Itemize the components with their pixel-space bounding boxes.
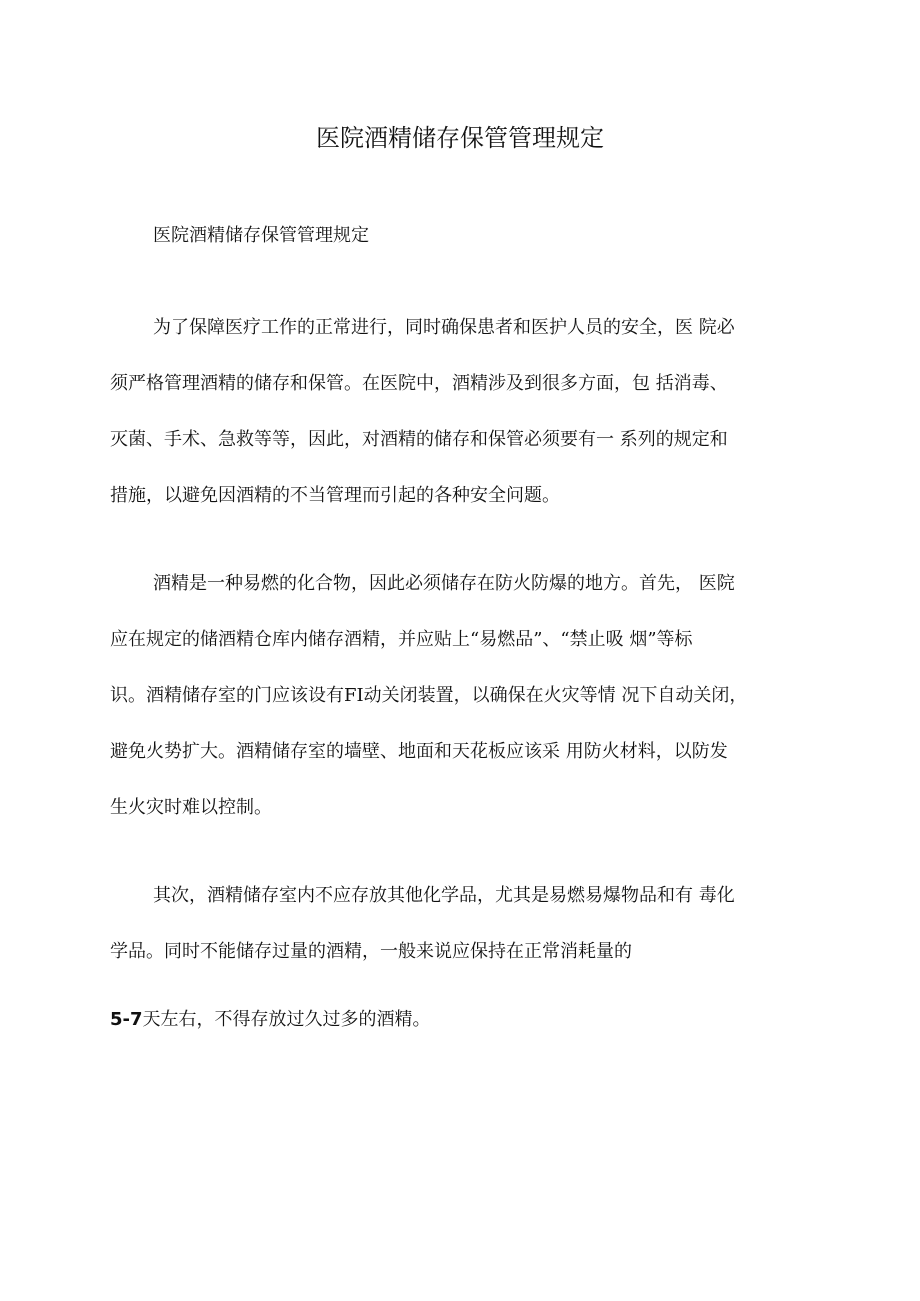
paragraph-line: 须严格管理酒精的储存和保管。在医院中，酒精涉及到很多方面，包 括消毒、: [110, 373, 728, 394]
paragraph-line: 其次，酒精储存室内不应存放其他化学品，尤其是易燃易爆物品和有 毒化: [153, 885, 735, 906]
paragraph-storage-limits: [110, 880, 810, 992]
paragraph-purpose: [110, 312, 810, 536]
paragraph-storage-days: [110, 1004, 810, 1060]
paragraph-line: 应在规定的储酒精仓库内储存酒精，并应贴上“易燃品”、“禁止吸 烟”等标: [110, 629, 693, 650]
paragraph-line: 酒精是一种易燃的化合物，因此必须储存在防火防爆的地方。首先， 医院: [153, 573, 735, 594]
document-title: 医院酒精储存保管管理规定: [316, 124, 604, 152]
paragraph-line: 学品。同时不能储存过量的酒精，一般来说应保持在正常消耗量的: [110, 941, 632, 962]
paragraph-fire-safety: [110, 568, 810, 848]
paragraph-line: 识。酒精储存室的门应该设有FI动关闭装置，以确保在火灾等情 况下自动关闭，: [110, 685, 748, 706]
day-range-number: 5-7: [110, 1009, 143, 1030]
paragraph-line: 措施，以避免因酒精的不当管理而引起的各种安全问题。: [110, 485, 560, 506]
paragraph-line: 生火灾时难以控制。: [110, 797, 272, 818]
day-range-text: 天左右，不得存放过久过多的酒精。: [142, 1009, 431, 1030]
paragraph-line: 灭菌、手术、急救等等，因此，对酒精的储存和保管必须要有一 系列的规定和: [110, 429, 728, 450]
paragraph-line: 为了保障医疗工作的正常进行，同时确保患者和医护人员的安全，医 院必: [153, 317, 735, 338]
paragraph-line: [110, 1004, 810, 1060]
document-subtitle: 医院酒精储存保管管理规定: [153, 225, 369, 246]
paragraph-line: 避免火势扩大。酒精储存室的墙壁、地面和天花板应该采 用防火材料，以防发: [110, 741, 728, 762]
